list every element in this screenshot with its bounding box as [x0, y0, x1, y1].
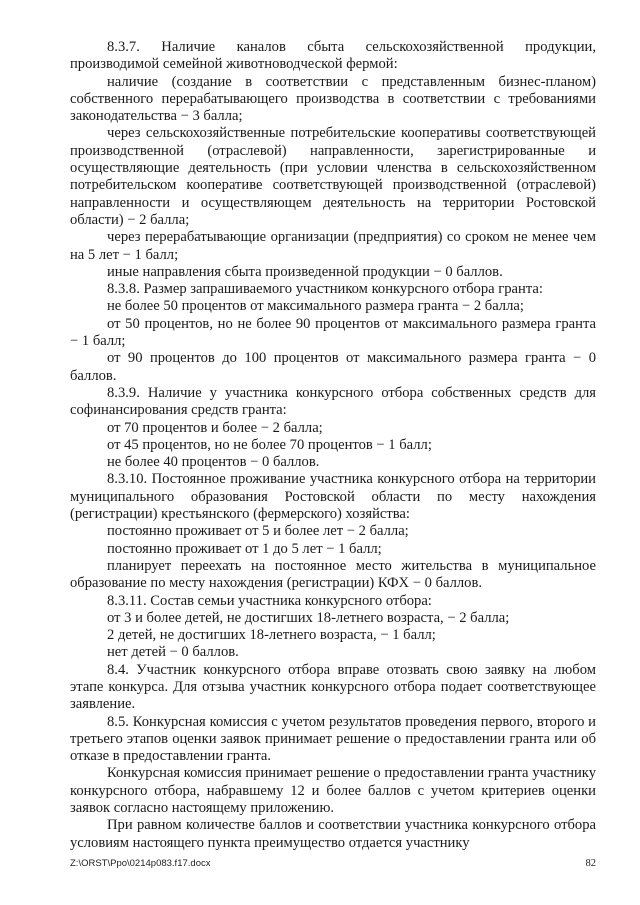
paragraph-criterion: от 70 процентов и более − 2 балла; [107, 419, 323, 436]
paragraph-criterion: иные направления сбыта произведенной продукции − 0 баллов. [107, 263, 503, 280]
paragraph-8-3-8: 8.3.8. Размер запрашиваемого участником конкурсного отбора гранта: [107, 281, 543, 298]
paragraph-criterion: планирует переехать на постоянное место жительства в муниципальное образование по месту нахождения (регистрации) КФХ − 0 баллов. [70, 557, 596, 592]
paragraph-criterion: постоянно проживает от 1 до 5 лет − 1 балл; [107, 540, 382, 557]
paragraph-criterion: через сельскохозяйственные потребительские кооперативы соответствующей производственной (отраслевой) направленности, зарегистрированные и осуществляющие деятельность (при условии членства в сельскохозяйственном потребительском кооперативе соответствующей производственной (отраслевой) направленности и осуществляющем деятельность на территории Ростовской области) − 2 балла; [70, 125, 596, 228]
paragraph-criterion: не более 50 процентов от максимального размера гранта − 2 балла; [107, 298, 524, 315]
paragraph-criterion: от 90 процентов до 100 процентов от максимального размера гранта − 0 баллов. [70, 350, 596, 384]
paragraph-8-4: 8.4. Участник конкурсного отбора вправе отозвать свою заявку на любом этапе конкурса. Для отзыва участник конкурсного отбора подает соответствующее заявление. [70, 661, 596, 713]
paragraph-commission-decision: Конкурсная комиссия принимает решение о предоставлении гранта участнику конкурсного отбора, набравшему 12 и более баллов с учетом критериев оценки заявок согласно настоящему приложению. [70, 765, 596, 817]
paragraph-8-3-9: 8.3.9. Наличие у участника конкурсного отбора собственных средств для софинансирования средств гранта: [70, 384, 596, 419]
paragraph-criterion: 2 детей, не достигших 18-летнего возраста, − 1 балл; [107, 627, 436, 644]
paragraph-criterion: от 45 процентов, но не более 70 процентов − 1 балл; [107, 436, 432, 453]
paragraph-8-3-11: 8.3.11. Состав семьи участника конкурсного отбора: [107, 592, 432, 609]
paragraph-equal-score: При равном количестве баллов и соответствии участника конкурсного отбора условиям настоящего пункта преимущество отдается участнику [70, 817, 596, 851]
document-page [70, 39, 596, 859]
footer-file-path: Z:\ORST\Ppo\0214p083.f17.docx [70, 858, 211, 869]
paragraph-criterion: от 50 процентов, но не более 90 процентов от максимального размера гранта − 1 балл; [70, 315, 596, 350]
page-footer [70, 858, 596, 870]
paragraph-criterion: постоянно проживает от 5 и более лет − 2 балла; [107, 523, 409, 540]
paragraph-8-3-7: 8.3.7. Наличие каналов сбыта сельскохозяйственной продукции, производимой семейной животноводческой фермой: [70, 39, 596, 73]
paragraph-8-5: 8.5. Конкурсная комиссия с учетом результатов проведения первого, второго и третьего этапов оценки заявок принимает решение о предоставлении гранта или об отказе в предоставлении гранта. [70, 713, 596, 765]
footer-page-number: 82 [585, 858, 596, 869]
paragraph-8-3-10: 8.3.10. Постоянное проживание участника конкурсного отбора на территории муниципального образования Ростовской области по месту нахождения (регистрации) крестьянского (фермерского) хозяйства: [70, 471, 596, 523]
paragraph-criterion: через перерабатывающие организации (предприятия) со сроком не менее чем на 5 лет − 1 балл; [70, 229, 596, 263]
paragraph-criterion: наличие (создание в соответствии с представленным бизнес-планом) собственного перерабатывающего производства в соответствии с требованиями законодательства − 3 балла; [70, 73, 596, 125]
paragraph-criterion: нет детей − 0 баллов. [107, 644, 239, 661]
paragraph-criterion: от 3 и более детей, не достигших 18-летнего возраста, − 2 балла; [107, 609, 510, 626]
paragraph-criterion: не более 40 процентов − 0 баллов. [107, 454, 320, 471]
